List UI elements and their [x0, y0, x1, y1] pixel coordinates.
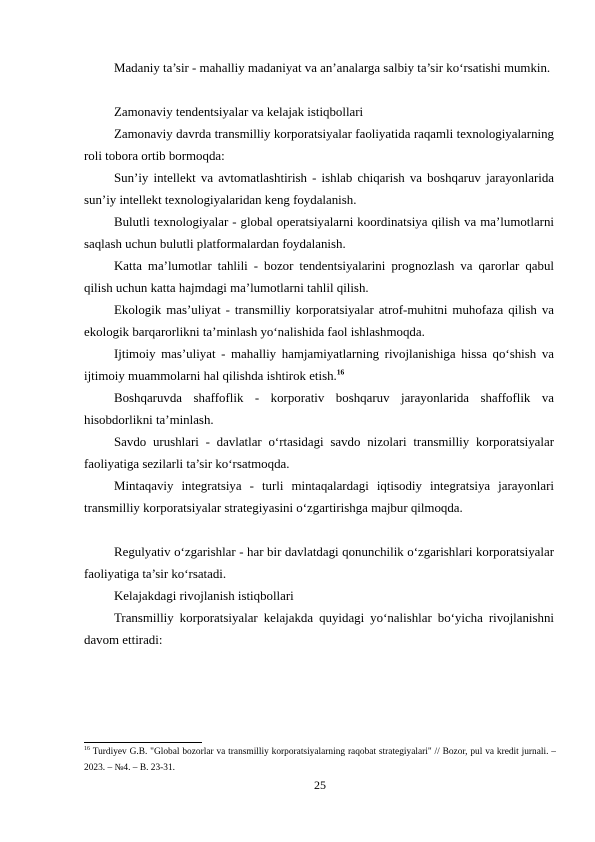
paragraph-trade-wars: Savdo urushlari - davlatlar o‘rtasidagi savdo nizolari transmilliy korporatsiyalar faoliyatiga sezilarli ta’sir ko‘rsatmoqda. — [84, 435, 554, 471]
paragraph-social-text: Ijtimoiy mas’uliyat - mahalliy hamjamiyatlarning rivojlanishiga hissa qo‘shish va ijtimoiy muammolarni hal qilishda ishtirok etish. — [84, 347, 554, 383]
footnote-separator — [84, 742, 202, 743]
paragraph-regional-integration: Mintaqaviy integratsiya - turli mintaqalardagi iqtisodiy integratsiya jarayonlari transmilliy korporatsiyalar strategiyasini o‘zgartirishga majbur qilmoqda. — [84, 479, 554, 515]
footnote-text: Turdiyev G.B. "Global bozorlar va transmilliy korporatsiyalarning raqobat strategiyalari" // Bozor, pul va kredit jurnali. – 2023. – №4. – B. 23-31. — [84, 747, 556, 773]
page-number: 25 — [314, 778, 326, 792]
paragraph-cloud: Bulutli texnologiyalar - global operatsiyalarni koordinatsiya qilish va ma’lumotlarni saqlash uchun bulutli platformalardan foydalanish. — [84, 215, 554, 251]
footnote-reference[interactable]: 16 — [336, 367, 345, 377]
paragraph-ecological: Ekologik mas’uliyat - transmilliy korporatsiyalar atrof-muhitni muhofaza qilish va ekologik barqarorlikni ta’minlash yo‘nalishida faol ishlashmoqda. — [84, 303, 554, 339]
paragraph-big-data: Katta ma’lumotlar tahlili - bozor tendentsiyalarini prognozlash va qarorlar qabul qilish uchun katta hajmdagi ma’lumotlarni tahlil qilish. — [84, 259, 554, 295]
section-heading-future: Kelajakdagi rivojlanish istiqbollari — [114, 589, 294, 603]
paragraph-digital-tech: Zamonaviy davrda transmilliy korporatsiyalar faoliyatida raqamli texnologiyalarning roli tobora ortib bormoqda: — [84, 127, 554, 163]
paragraph-ai: Sun’iy intellekt va avtomatlashtirish - ishlab chiqarish va boshqaruv jarayonlarida sun’iy intellekt texnologiyalaridan keng foydalanish. — [84, 171, 554, 207]
section-heading-modern-trends: Zamonaviy tendentsiyalar va kelajak istiqbollari — [114, 105, 364, 119]
paragraph-future-directions: Transmilliy korporatsiyalar kelajakda quyidagi yo‘nalishlar bo‘yicha rivojlanishni davom ettiradi: — [84, 611, 554, 647]
paragraph-social — [84, 344, 554, 388]
paragraph-transparency: Boshqaruvda shaffoflik - korporativ boshqaruv jarayonlarida shaffoflik va hisobdorlikni ta’minlash. — [84, 391, 554, 427]
paragraph-regulatory: Regulyativ o‘zgarishlar - har bir davlatdagi qonunchilik o‘zgarishlari korporatsiyalar faoliyatiga ta’sir ko‘rsatadi. — [84, 545, 554, 581]
paragraph-cultural-impact: Madaniy ta’sir - mahalliy madaniyat va an’analarga salbiy ta’sir ko‘rsatishi mumkin. — [114, 61, 551, 75]
footnote-marker: 16 — [84, 745, 90, 752]
footnote — [84, 744, 556, 776]
